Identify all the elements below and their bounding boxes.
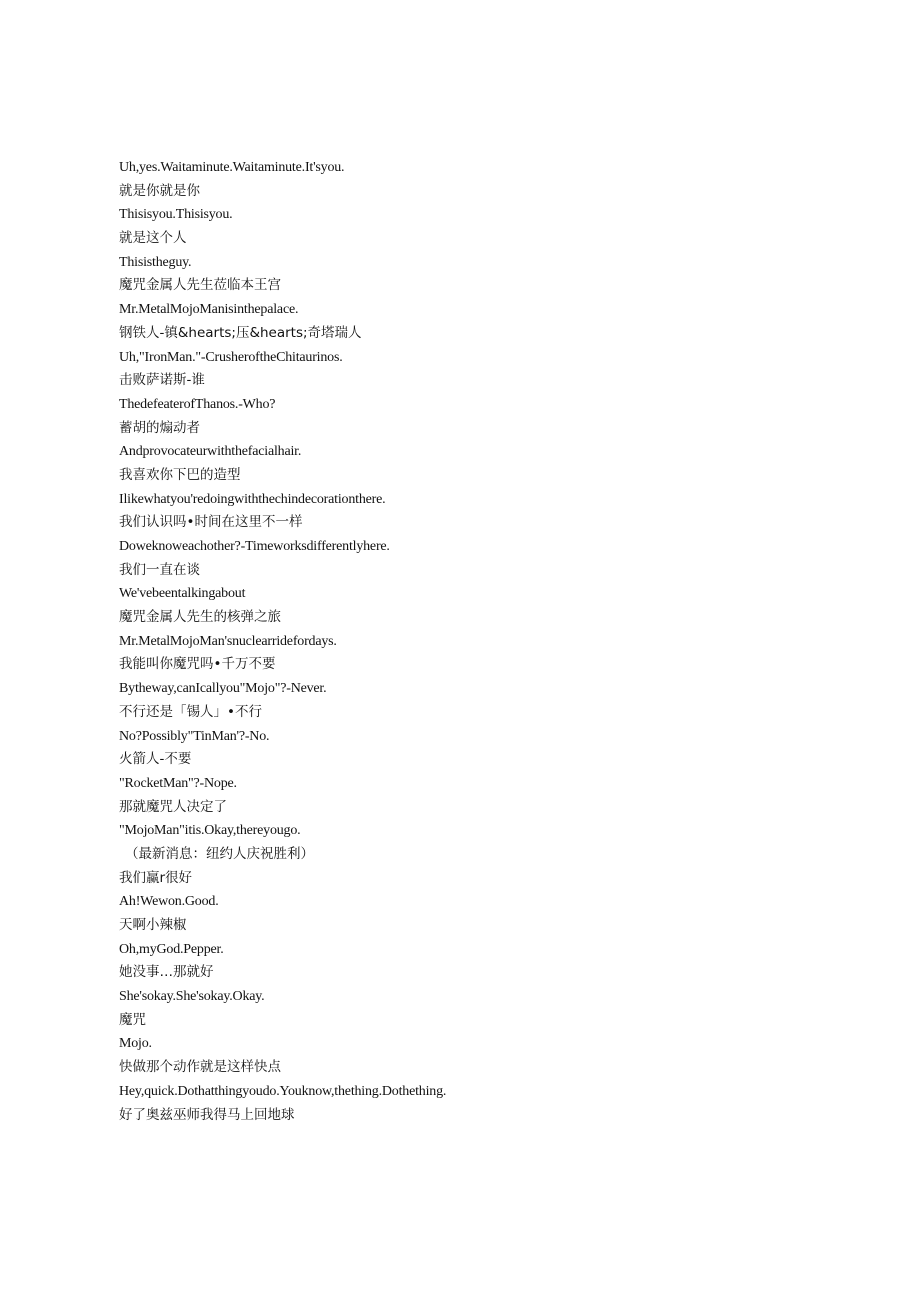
english-subtitle-line: Mr.MetalMojoManisinthepalace.: [119, 302, 299, 318]
english-subtitle-line: Ilikewhatyou'redoingwiththechindecorationthere.: [119, 491, 386, 507]
english-subtitle-line: Bytheway,canIcallyou"Mojo"?-Never.: [119, 681, 327, 697]
chinese-subtitle-line: 那就魔咒人决定了: [119, 798, 227, 815]
english-subtitle-line: Ah!Wewon.Good.: [119, 894, 219, 910]
english-subtitle-line: Thisistheguy.: [119, 254, 192, 270]
chinese-subtitle-line: 天啊小辣椒: [119, 917, 187, 933]
english-subtitle-line: Hey,quick.Dothatthingyoudo.Youknow,thething.Dothething.: [119, 1083, 447, 1099]
chinese-subtitle-line: 我们一直在谈: [119, 561, 200, 578]
chinese-subtitle-line: 我喜欢你下巴的造型: [119, 466, 241, 483]
english-subtitle-line: Uh,"IronMan."-CrusheroftheChitaurinos.: [119, 349, 343, 365]
english-subtitle-line: Uh,yes.Waitaminute.Waitaminute.It'syou.: [119, 160, 345, 175]
chinese-subtitle-line: 我能叫你魔咒吗•千万不要: [119, 656, 276, 673]
chinese-subtitle-line: 就是你就是你: [119, 182, 200, 199]
chinese-subtitle-line: 她没事…那就好: [119, 964, 214, 981]
chinese-subtitle-line: 就是这个人: [119, 230, 187, 247]
chinese-subtitle-line: 火箭人-不要: [119, 751, 192, 768]
english-subtitle-line: "MojoMan"itis.Okay,thereyougo.: [119, 823, 301, 839]
chinese-subtitle-line: 我们认识吗•时间在这里不一样: [119, 514, 303, 531]
chinese-subtitle-line: 击败萨诺斯-谁: [119, 372, 205, 389]
english-subtitle-line: No?Possibly"TinMan'?-No.: [119, 728, 270, 744]
subtitle-lines: [119, 156, 879, 1127]
chinese-subtitle-line: （最新消息：纽约人庆祝胜利）: [125, 845, 314, 862]
english-subtitle-line: Mr.MetalMojoMan'snuclearridefordays.: [119, 633, 337, 649]
english-subtitle-line: She'sokay.She'sokay.Okay.: [119, 989, 265, 1005]
chinese-subtitle-line: 好了奥兹巫师我得马上回地球: [119, 1106, 295, 1123]
chinese-subtitle-line: 我们赢r很好: [119, 869, 193, 886]
english-subtitle-line: Doweknoweachother?-Timeworksdifferentlyhere.: [119, 539, 390, 554]
chinese-subtitle-line: 魔咒金属人先生的核弹之旅: [119, 609, 281, 626]
english-subtitle-line: We'vebeentalkingabout: [119, 586, 246, 602]
chinese-subtitle-line: 钢铁人-镇&hearts;压&hearts;奇塔瑞人: [119, 324, 362, 341]
chinese-subtitle-line: 蓄胡的煽动者: [119, 419, 200, 436]
english-subtitle-line: "RocketMan"?-Nope.: [119, 775, 237, 791]
english-subtitle-line: Mojo.: [119, 1036, 152, 1052]
chinese-subtitle-line: 魔咒: [119, 1011, 146, 1028]
chinese-subtitle-line: 快做那个动作就是这样快点: [119, 1059, 281, 1076]
english-subtitle-line: ThedefeaterofThanos.-Who?: [119, 396, 276, 412]
chinese-subtitle-line: 魔咒金属人先生莅临本王宫: [119, 277, 281, 294]
english-subtitle-line: Andprovocateurwiththefacialhair.: [119, 444, 302, 460]
english-subtitle-line: Oh,myGod.Pepper.: [119, 941, 224, 957]
chinese-subtitle-line: 不行还是「锡人」•不行: [119, 703, 262, 720]
english-subtitle-line: Thisisyou.Thisisyou.: [119, 207, 233, 223]
